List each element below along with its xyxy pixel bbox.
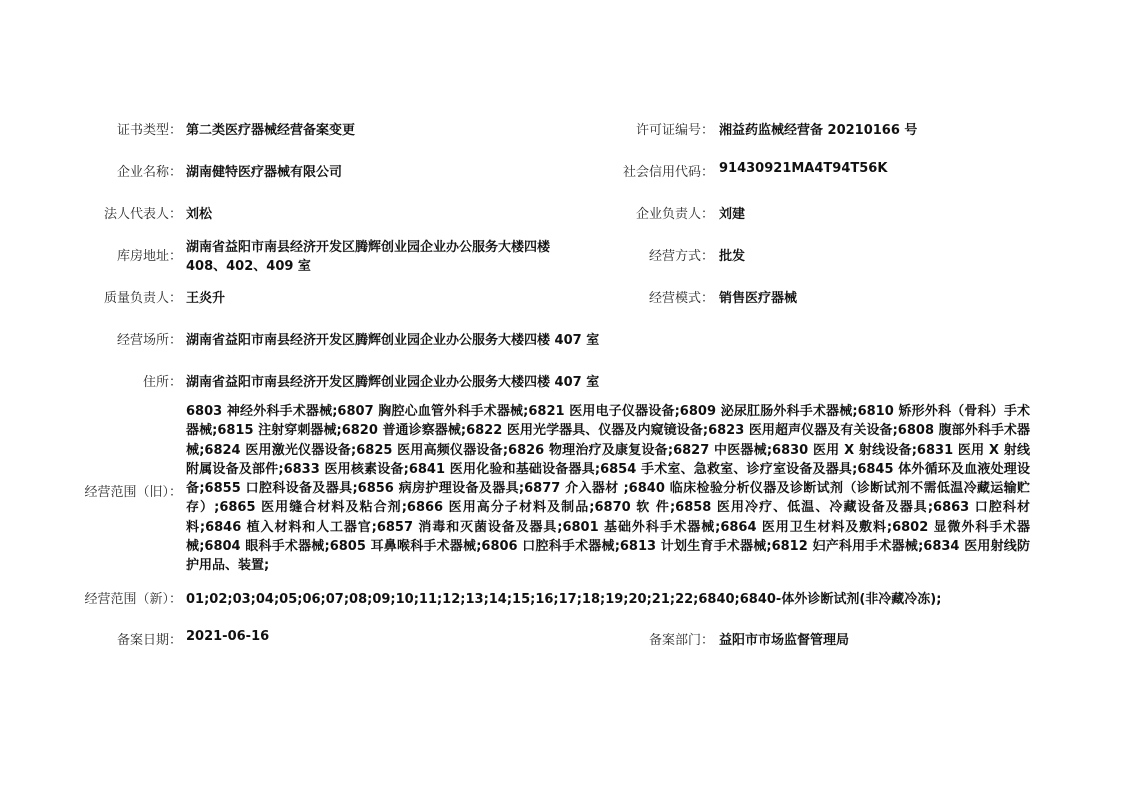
cert-type-label: 证书类型： bbox=[116, 123, 182, 138]
record-date-label: 备案日期： bbox=[116, 633, 182, 648]
business-mode-value: 销售医疗器械 bbox=[719, 291, 798, 306]
business-mode-label: 经营模式： bbox=[648, 291, 714, 306]
scope-new-label: 经营范围（新）： bbox=[84, 592, 182, 607]
credit-code-value: 91430921MA4T94T56K bbox=[719, 161, 888, 176]
company-name-label: 企业名称： bbox=[116, 165, 182, 180]
cert-type-value: 第二类医疗器械经营备案变更 bbox=[186, 123, 356, 138]
legal-rep-value: 刘松 bbox=[186, 207, 213, 222]
company-head-value: 刘建 bbox=[719, 207, 746, 222]
business-method-label: 经营方式： bbox=[648, 249, 714, 264]
residence-value: 湖南省益阳市南县经济开发区腾辉创业园企业办公服务大楼四楼 407 室 bbox=[186, 375, 600, 390]
scope-new-value: 01;02;03;04;05;06;07;08;09;10;11;12;13;14;15;16;17;18;19;20;21;22;6840;6840-体外诊断试剂(非冷藏冷冻); bbox=[186, 592, 942, 607]
scope-old-value: 6803 神经外科手术器械;6807 胸腔心血管外科手术器械;6821 医用电子仪器设备;6809 泌尿肛肠外科手术器械;6810 矫形外科（骨科）手术器械;6815 注射穿刺器械;6820 普通诊察器械;6822 医用光学器具、仪器及内窥镜设备;6823 医用超声仪器及有关设备;6808 腹部外科手术器械;6824 医用激光仪器设备;6825 医用高频仪器设备;6826 物理治疗及康复设备;6827 中医器械;6830 医用 X 射线设备;6831 医用 X 射线附属设备及部件;6833 医用核素设备;6841 医用化验和基础设备器具;6854 手术室、急救室、诊疗室设备及器具;6845 体外循环及血液处理设备;6855 口腔科设备及器具;6856 病房护理设备及器具;6877 介入器材 ;6840 临床检验分析仪器及诊断试剂（诊断试剂不需低温冷藏运输贮存）;6865 医用缝合材料及粘合剂;6866 医用高分子材料及制品;6870 软 件;6858 医用冷疗、低温、冷藏设备及器具;6863 口腔科材料;6846 植入材料和人工器官;6857 消毒和灭菌设备及器具;6801 基础外科手术器械;6864 医用卫生材料及敷料;6802 显微外科手术器械;6804 眼科手术器械;6805 耳鼻喉科手术器械;6806 口腔科手术器械;6813 计划生育手术器械;6812 妇产科用手术器械;6834 医用射线防护用品、装置; bbox=[186, 404, 1030, 574]
quality-head-label: 质量负责人： bbox=[103, 291, 182, 306]
credit-code-label: 社会信用代码： bbox=[622, 165, 714, 180]
premises-value: 湖南省益阳市南县经济开发区腾辉创业园企业办公服务大楼四楼 407 室 bbox=[186, 333, 600, 348]
scope-old-label: 经营范围（旧）： bbox=[84, 485, 182, 500]
company-head-label: 企业负责人： bbox=[635, 207, 714, 222]
residence-label: 住所： bbox=[142, 375, 182, 390]
legal-rep-label: 法人代表人： bbox=[103, 207, 182, 222]
warehouse-value-line1: 湖南省益阳市南县经济开发区腾辉创业园企业办公服务大楼四楼 bbox=[186, 240, 551, 255]
record-dept-value: 益阳市市场监督管理局 bbox=[719, 633, 850, 648]
quality-head-value: 王炎升 bbox=[186, 291, 226, 306]
record-dept-label: 备案部门： bbox=[648, 633, 714, 648]
warehouse-value-line2: 408、402、409 室 bbox=[186, 259, 311, 274]
business-method-value: 批发 bbox=[719, 249, 746, 264]
premises-label: 经营场所： bbox=[116, 333, 182, 348]
warehouse-label: 库房地址： bbox=[116, 249, 182, 264]
company-name-value: 湖南健特医疗器械有限公司 bbox=[186, 165, 343, 180]
license-no-value: 湘益药监械经营备 20210166 号 bbox=[719, 123, 918, 138]
license-no-label: 许可证编号： bbox=[635, 123, 714, 138]
record-date-value: 2021-06-16 bbox=[186, 629, 270, 644]
